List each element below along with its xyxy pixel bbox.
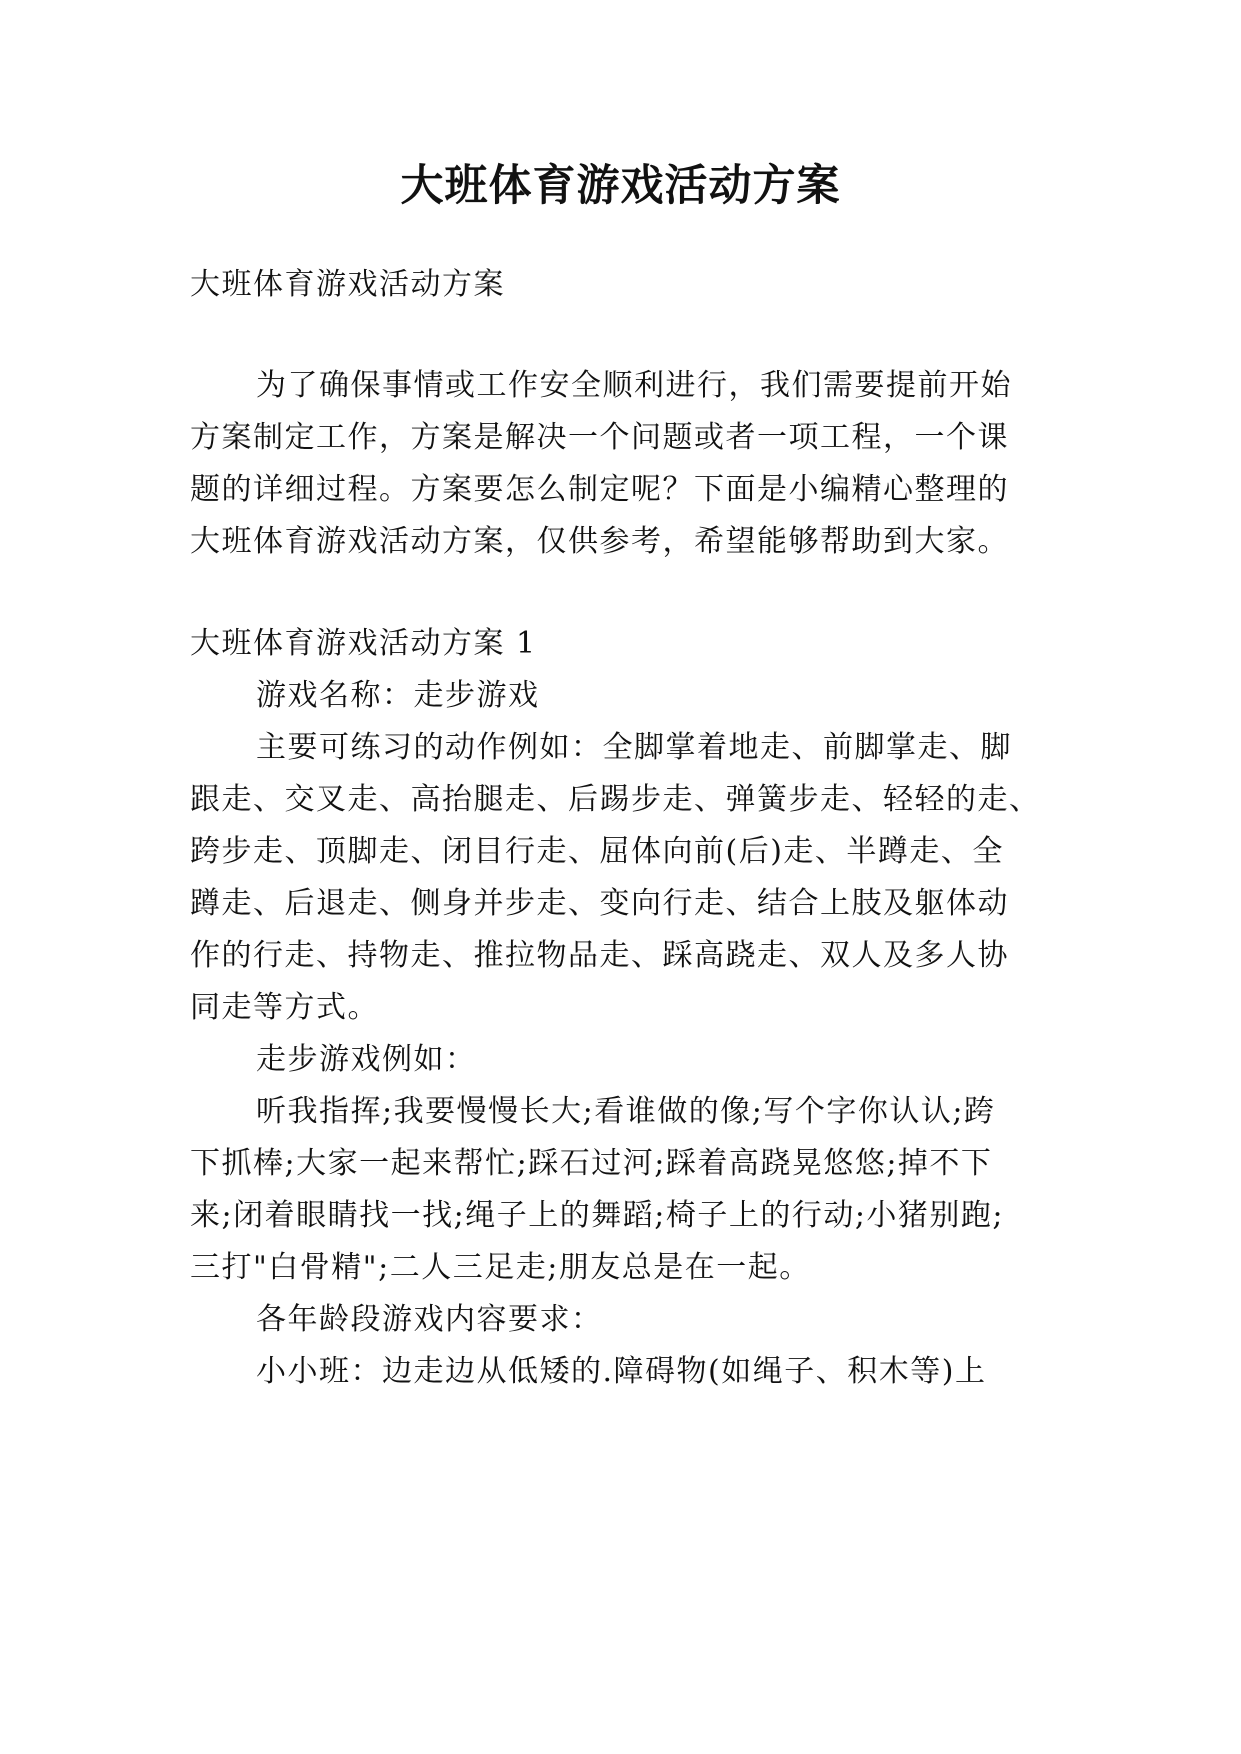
examples-line: 来;闭着眼睛找一找;绳子上的舞蹈;椅子上的行动;小猪别跑; (190, 1198, 1005, 1233)
actions-line: 作的行走、持物走、推拉物品走、踩高跷走、双人及多人协 (190, 938, 1009, 973)
examples-heading: 走步游戏例如： (256, 1042, 477, 1077)
game-name: 游戏名称：走步游戏 (256, 678, 540, 713)
age-line: 小小班：边走边从低矮的.障碍物(如绳子、积木等)上 (256, 1354, 987, 1389)
document-title: 大班体育游戏活动方案 (400, 161, 841, 211)
section-heading: 大班体育游戏活动方案 1 (190, 626, 537, 661)
age-heading: 各年龄段游戏内容要求： (256, 1302, 603, 1337)
examples-line: 听我指挥;我要慢慢长大;看谁做的像;写个字你认认;跨 (256, 1094, 996, 1129)
actions-line: 主要可练习的动作例如：全脚掌着地走、前脚掌走、脚 (256, 730, 1012, 765)
intro-line: 为了确保事情或工作安全顺利进行，我们需要提前开始 (256, 368, 1012, 403)
intro-line: 题的详细过程。方案要怎么制定呢？下面是小编精心整理的 (190, 472, 1009, 507)
actions-line: 跨步走、顶脚走、闭目行走、屈体向前(后)走、半蹲走、全 (190, 834, 1004, 869)
actions-line: 跟走、交叉走、高抬腿走、后踢步走、弹簧步走、轻轻的走、 (190, 782, 1041, 817)
intro-line: 大班体育游戏活动方案，仅供参考，希望能够帮助到大家。 (190, 524, 1009, 559)
actions-line: 同走等方式。 (190, 990, 379, 1025)
examples-line: 下抓棒;大家一起来帮忙;踩石过河;踩着高跷晃悠悠;掉不下 (190, 1146, 993, 1181)
document-subtitle: 大班体育游戏活动方案 (190, 267, 505, 302)
examples-line: 三打"白骨精";二人三足走;朋友总是在一起。 (190, 1250, 811, 1285)
actions-line: 蹲走、后退走、侧身并步走、变向行走、结合上肢及躯体动 (190, 886, 1009, 921)
intro-line: 方案制定工作，方案是解决一个问题或者一项工程，一个课 (190, 420, 1009, 455)
